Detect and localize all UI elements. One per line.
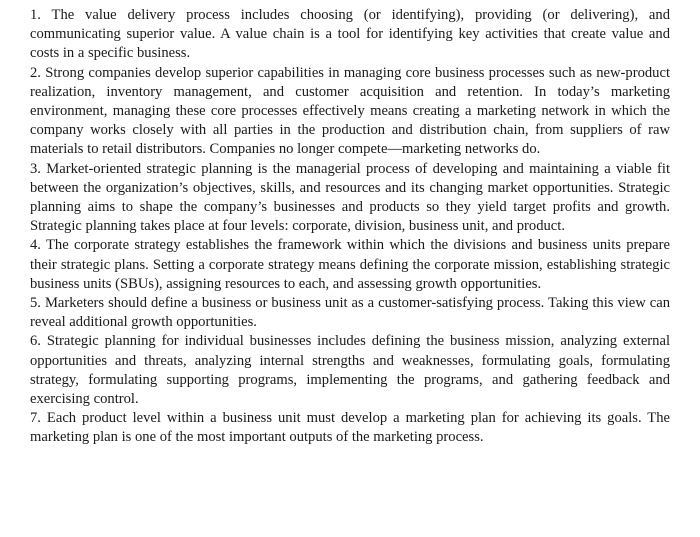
item-number: 7.: [30, 410, 41, 427]
item-number: 2.: [30, 64, 41, 81]
item-text: Market-oriented strategic planning is the managerial process of developing and maintaining a viable fit between the organization’s objectives, skills, and resources and its changing market opportunities. Strategic planning aims to shape the company’s businesses and products so they yield target profits and growth. Strategic planning takes place at four levels: corporate, division, business unit, and product.: [30, 160, 670, 235]
item-number: 6.: [30, 333, 41, 350]
item-number: 1.: [30, 7, 41, 23]
list-item-5: [30, 294, 670, 332]
list-item-6: [30, 332, 670, 409]
list-item-3: [30, 160, 670, 237]
item-text: The value delivery process includes choosing (or identifying), providing (or delivering), and communicating superior value. A value chain is a tool for identifying key activities that create value and costs in a specific business.: [30, 7, 670, 62]
item-text: Each product level within a business unit must develop a marketing plan for achieving its goals. The marketing plan is one of the most important outputs of the marketing process.: [30, 410, 670, 446]
item-number: 5.: [30, 295, 41, 312]
item-text: Strategic planning for individual businesses includes defining the business mission, analyzing external opportunities and threats, analyzing internal strengths and weaknesses, formulating goals, formulating strategy, formulating supporting programs, implementing the programs, and gathering feedback and exercising control.: [30, 333, 670, 408]
item-text: The corporate strategy establishes the framework within which the divisions and business units prepare their strategic plans. Setting a corporate strategy means defining the corporate mission, establishing strategic business units (SBUs), assigning resources to each, and assessing growth opportunities.: [30, 237, 670, 292]
document-body: [30, 6, 670, 448]
item-number: 4.: [30, 237, 41, 254]
list-item-2: [30, 64, 670, 160]
item-text: Strong companies develop superior capabilities in managing core business processes such as new-product realization, inventory management, and customer acquisition and retention. In today’s marketing environment, managing these core processes effectively means creating a marketing network in which the company works closely with all parties in the production and distribution chain, from suppliers of raw materials to retail distributors. Companies no longer compete—marketing networks do.: [30, 64, 670, 158]
list-item-1: [30, 6, 670, 64]
list-item-7: [30, 409, 670, 447]
list-item-4: [30, 236, 670, 294]
item-text: Marketers should define a business or business unit as a customer-satisfying process. Taking this view can reveal additional growth opportunities.: [30, 295, 670, 331]
item-number: 3.: [30, 160, 41, 177]
